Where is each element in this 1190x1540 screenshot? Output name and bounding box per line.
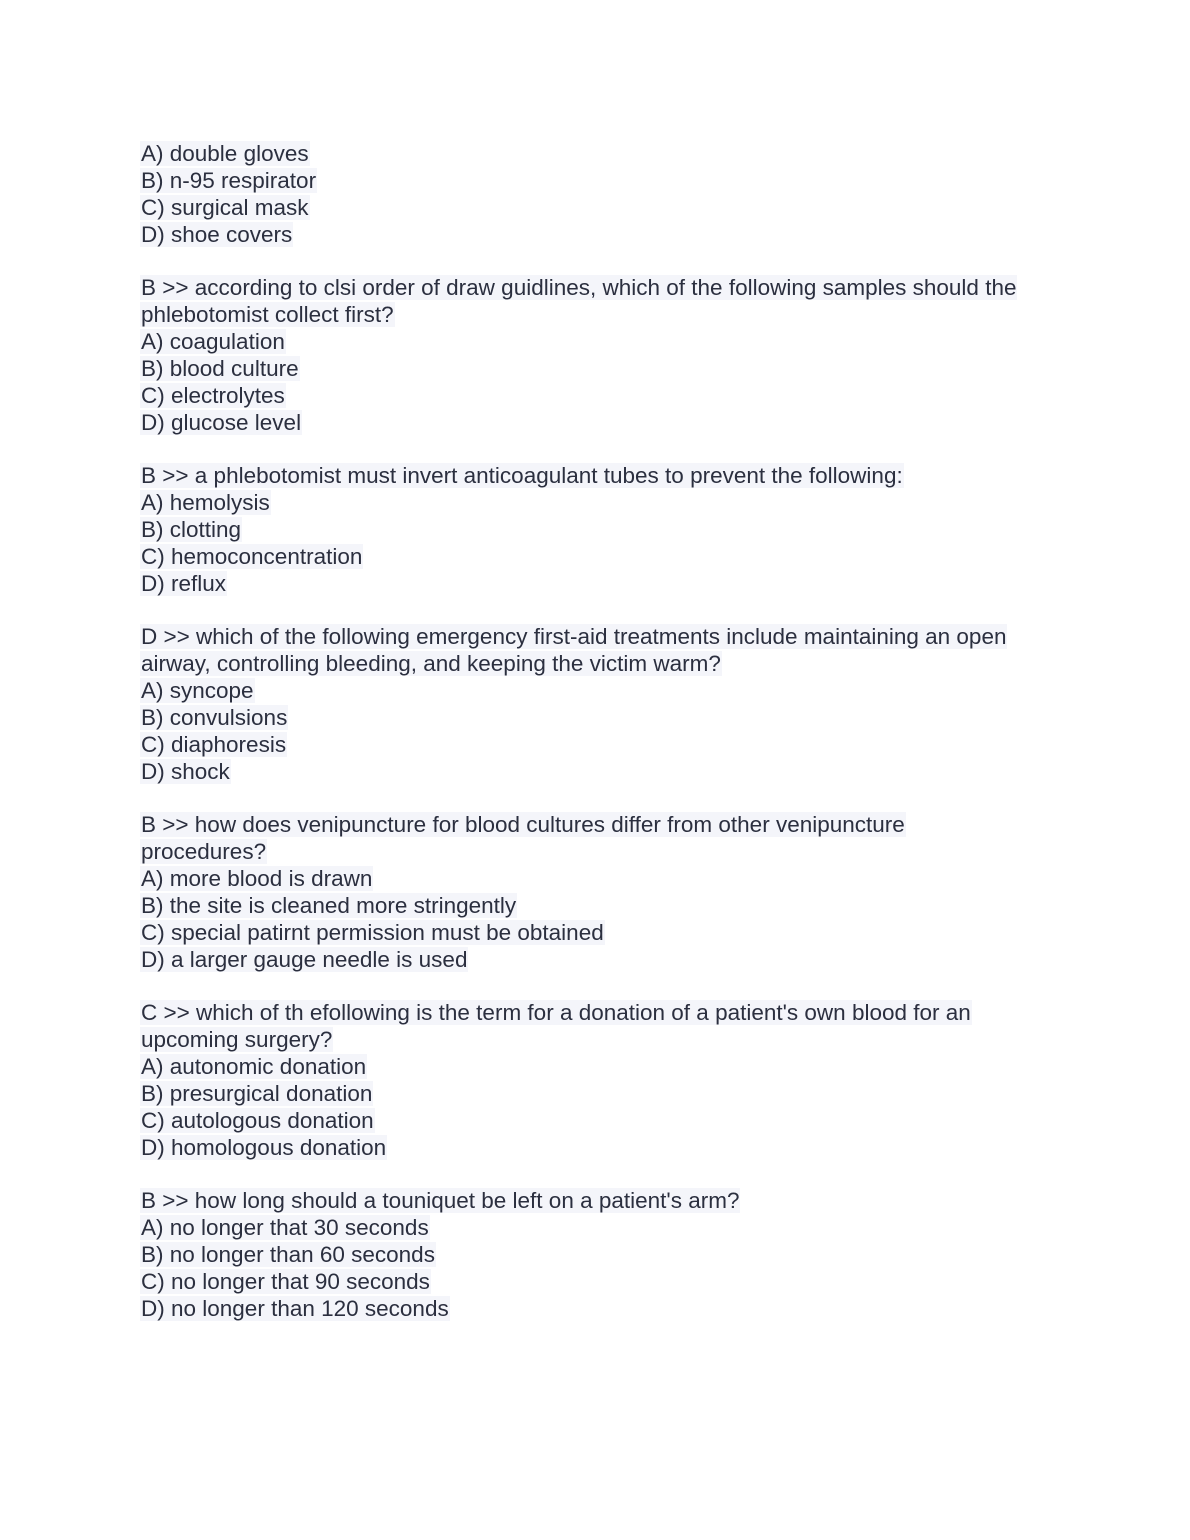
answer-option: D) glucose level — [141, 410, 302, 435]
question-block-2 — [140, 274, 1060, 436]
question-text: D >> which of the following emergency first-aid treatments include maintaining an open — [141, 624, 1007, 649]
question-text: B >> how long should a touniquet be left on a patient's arm? — [141, 1188, 740, 1213]
answer-option: D) shock — [141, 759, 230, 784]
question-text: upcoming surgery? — [141, 1027, 333, 1052]
question-text: B >> how does venipuncture for blood cultures differ from other venipuncture — [141, 812, 905, 837]
question-text: procedures? — [141, 839, 267, 864]
question-block-3 — [140, 462, 1060, 597]
answer-option: D) shoe covers — [141, 222, 293, 247]
answer-option: C) no longer that 90 seconds — [141, 1269, 430, 1294]
answer-option: B) blood culture — [141, 356, 299, 381]
answer-option: B) clotting — [141, 517, 242, 542]
answer-option: A) syncope — [141, 678, 254, 703]
answer-option: C) special patirnt permission must be obtained — [141, 920, 604, 945]
answer-option: A) double gloves — [141, 141, 309, 166]
answer-option: D) homologous donation — [141, 1135, 387, 1160]
answer-option: A) autonomic donation — [141, 1054, 367, 1079]
answer-option: C) hemoconcentration — [141, 544, 363, 569]
question-text: phlebotomist collect first? — [141, 302, 394, 327]
answer-option: A) hemolysis — [141, 490, 270, 515]
answer-option: A) coagulation — [141, 329, 285, 354]
answer-option: D) reflux — [141, 571, 227, 596]
answer-option: C) autologous donation — [141, 1108, 374, 1133]
question-text: B >> according to clsi order of draw guidlines, which of the following samples should the — [141, 275, 1017, 300]
question-block-7 — [140, 1187, 1060, 1322]
answer-option: A) no longer that 30 seconds — [141, 1215, 429, 1240]
question-block-4 — [140, 623, 1060, 785]
answer-option: D) a larger gauge needle is used — [141, 947, 468, 972]
answer-option: A) more blood is drawn — [141, 866, 373, 891]
answer-option: D) no longer than 120 seconds — [141, 1296, 449, 1321]
answer-option: B) n-95 respirator — [141, 168, 317, 193]
answer-option: B) convulsions — [141, 705, 288, 730]
question-block-5 — [140, 811, 1060, 973]
question-text: B >> a phlebotomist must invert anticoagulant tubes to prevent the following: — [141, 463, 903, 488]
question-block-6 — [140, 999, 1060, 1161]
question-text: airway, controlling bleeding, and keeping the victim warm? — [141, 651, 721, 676]
question-block-1 — [140, 140, 1060, 248]
answer-option: B) no longer than 60 seconds — [141, 1242, 435, 1267]
answer-option: B) the site is cleaned more stringently — [141, 893, 517, 918]
question-text: C >> which of th efollowing is the term for a donation of a patient's own blood for an — [141, 1000, 971, 1025]
answer-option: C) diaphoresis — [141, 732, 287, 757]
answer-option: C) electrolytes — [141, 383, 285, 408]
document-page — [140, 140, 1060, 1348]
answer-option: C) surgical mask — [141, 195, 309, 220]
answer-option: B) presurgical donation — [141, 1081, 373, 1106]
